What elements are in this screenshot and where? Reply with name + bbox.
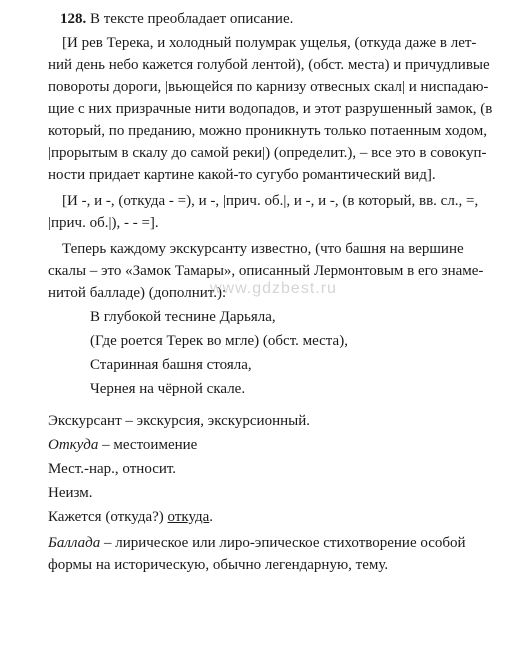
- paragraph2-line: скалы – это «Замок Тамары», описанный Лермонтовым в его знаме-: [48, 263, 484, 279]
- ballada-rest: – лирическое или лиро-эпическое стихотворение особой: [100, 535, 466, 551]
- ballada-line: [48, 532, 466, 554]
- scheme-line: [И -, и -, (откуда - =), и -, |прич. об.|, и -, и -, (в который, вв. сл., =,: [62, 193, 479, 209]
- ballada-word: Баллада: [48, 535, 101, 551]
- exercise-heading: [60, 8, 293, 30]
- scheme-line: |прич. об.|), - - =].: [48, 215, 159, 231]
- paragraph1-line: щие с них призрачные нити водопадов, и этот разрушенный замок, (в: [48, 101, 493, 117]
- poem-line: Старинная башня стояла,: [90, 357, 252, 373]
- paragraph1-line: повороты дороги, |вьющейся по карнизу отвесных скал| и ниспадаю-: [48, 79, 489, 95]
- poem-line: (Где роется Терек во мгле) (обст. места),: [90, 333, 348, 349]
- paragraph1-line: ности придает картине какой-то сугубо романтический вид].: [48, 167, 436, 183]
- kazhetsya-suffix: .: [209, 509, 214, 525]
- kazhetsya-underlined: откуда: [167, 509, 210, 525]
- analysis-line: Мест.-нар., относит.: [48, 461, 177, 477]
- otkuda-line: [48, 434, 197, 456]
- paragraph2-line: Теперь каждому экскурсанту известно, (что башня на вершине: [62, 241, 464, 257]
- paragraph1-line: который, по преданию, можно проникнуть только потаенным ходом,: [48, 123, 488, 139]
- words-line: Экскурсант – экскурсия, экскурсионный.: [48, 413, 310, 429]
- paragraph1-line: [И рев Терека, и холодный полумрак ущелья, (откуда даже в лет-: [62, 35, 477, 51]
- ballada-line2: формы на историческую, обычно легендарную, тему.: [48, 557, 389, 573]
- paragraph1-line: ний день небо кажется голубой лентой), (обст. места) и причудливые: [48, 57, 490, 73]
- analysis-line: Неизм.: [48, 485, 93, 501]
- kazhetsya-prefix: Кажется (откуда?): [48, 509, 168, 525]
- paragraph2-line: нитой балладе) (дополнит.):: [48, 285, 227, 301]
- poem-line: Чернея на чёрной скале.: [90, 381, 246, 397]
- exercise-heading-text: В тексте преобладает описание.: [90, 11, 294, 27]
- exercise-number: 128.: [60, 11, 87, 27]
- paragraph1-line: |прорытым в скалу до самой реки|) (определит.), – все это в совокуп-: [48, 145, 487, 161]
- otkuda-word: Откуда: [48, 437, 99, 453]
- watermark: www.gdzbest.ru: [210, 280, 337, 297]
- kazhetsya-line: [48, 506, 213, 528]
- otkuda-rest: – местоимение: [98, 437, 198, 453]
- poem-line: В глубокой теснине Дарьяла,: [90, 309, 276, 325]
